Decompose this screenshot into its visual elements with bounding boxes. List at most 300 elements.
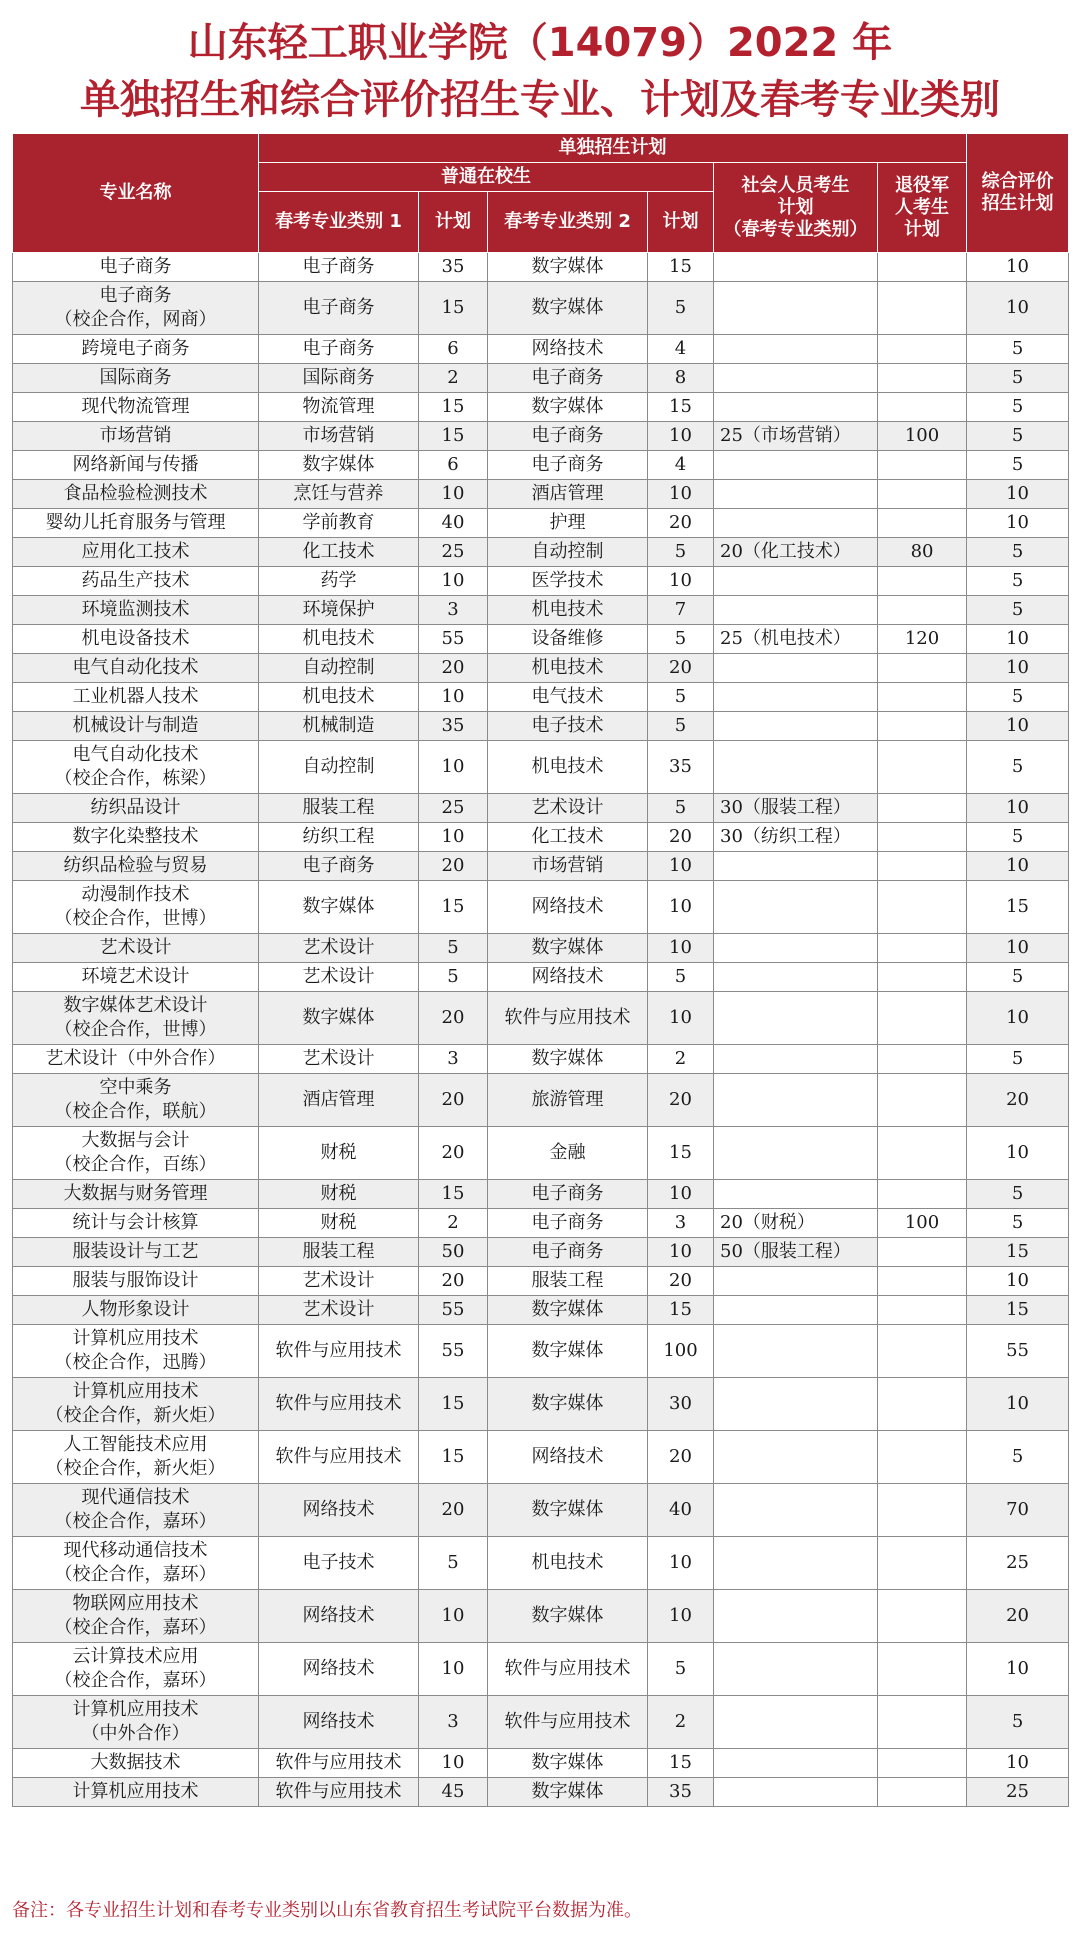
table-row bbox=[13, 1749, 1069, 1778]
cell-veteran-plan bbox=[878, 963, 967, 992]
cell-comprehensive-plan: 5 bbox=[967, 741, 1069, 794]
cell-social-plan bbox=[714, 282, 878, 335]
cell-plan-2: 10 bbox=[648, 934, 714, 963]
cell-plan-2: 4 bbox=[648, 451, 714, 480]
cell-category-2: 电子商务 bbox=[488, 422, 648, 451]
cell-social-plan bbox=[714, 1749, 878, 1778]
cell-veteran-plan bbox=[878, 712, 967, 741]
cell-category-2: 网络技术 bbox=[488, 963, 648, 992]
cell-category-2: 数字媒体 bbox=[488, 393, 648, 422]
cell-major: 现代物流管理 bbox=[13, 393, 259, 422]
cell-plan-1: 20 bbox=[419, 992, 488, 1045]
cell-social-plan: 30（服装工程） bbox=[714, 794, 878, 823]
cell-veteran-plan bbox=[878, 1431, 967, 1484]
cell-category-1: 财税 bbox=[259, 1127, 419, 1180]
table-row bbox=[13, 1590, 1069, 1643]
cell-plan-2: 20 bbox=[648, 1074, 714, 1127]
cell-category-1: 数字媒体 bbox=[259, 881, 419, 934]
cell-social-plan bbox=[714, 1590, 878, 1643]
cell-veteran-plan bbox=[878, 1590, 967, 1643]
cell-social-plan bbox=[714, 253, 878, 282]
cell-plan-1: 5 bbox=[419, 934, 488, 963]
table-row bbox=[13, 1484, 1069, 1537]
cell-social-plan bbox=[714, 1537, 878, 1590]
cell-major: 市场营销 bbox=[13, 422, 259, 451]
cell-category-2: 数字媒体 bbox=[488, 1378, 648, 1431]
cell-veteran-plan bbox=[878, 1537, 967, 1590]
cell-major: 纺织品设计 bbox=[13, 794, 259, 823]
cell-plan-2: 5 bbox=[648, 683, 714, 712]
cell-category-2: 数字媒体 bbox=[488, 1778, 648, 1807]
cell-category-2: 设备维修 bbox=[488, 625, 648, 654]
cell-category-2: 服装工程 bbox=[488, 1267, 648, 1296]
cell-veteran-plan bbox=[878, 654, 967, 683]
cell-plan-1: 55 bbox=[419, 1325, 488, 1378]
cell-comprehensive-plan: 5 bbox=[967, 1431, 1069, 1484]
cell-comprehensive-plan: 5 bbox=[967, 823, 1069, 852]
cell-category-2: 软件与应用技术 bbox=[488, 992, 648, 1045]
cell-social-plan bbox=[714, 1643, 878, 1696]
cell-category-1: 艺术设计 bbox=[259, 963, 419, 992]
table-row bbox=[13, 451, 1069, 480]
cell-plan-1: 15 bbox=[419, 1431, 488, 1484]
cell-plan-1: 25 bbox=[419, 538, 488, 567]
cell-veteran-plan bbox=[878, 794, 967, 823]
cell-major: 婴幼儿托育服务与管理 bbox=[13, 509, 259, 538]
cell-plan-1: 10 bbox=[419, 567, 488, 596]
title-line-1: 山东轻工职业学院（14079）2022 年 bbox=[187, 20, 893, 66]
cell-veteran-plan bbox=[878, 1238, 967, 1267]
cell-plan-1: 3 bbox=[419, 596, 488, 625]
cell-comprehensive-plan: 5 bbox=[967, 393, 1069, 422]
cell-category-1: 机电技术 bbox=[259, 683, 419, 712]
cell-plan-1: 20 bbox=[419, 852, 488, 881]
cell-category-1: 酒店管理 bbox=[259, 1074, 419, 1127]
cell-plan-1: 2 bbox=[419, 364, 488, 393]
cell-major: 环境艺术设计 bbox=[13, 963, 259, 992]
cell-social-plan bbox=[714, 1180, 878, 1209]
cell-category-2: 机电技术 bbox=[488, 596, 648, 625]
cell-comprehensive-plan: 10 bbox=[967, 1643, 1069, 1696]
cell-category-2: 数字媒体 bbox=[488, 253, 648, 282]
cell-social-plan bbox=[714, 1431, 878, 1484]
cell-plan-1: 10 bbox=[419, 823, 488, 852]
cell-comprehensive-plan: 25 bbox=[967, 1778, 1069, 1807]
cell-major: 数字化染整技术 bbox=[13, 823, 259, 852]
cell-plan-1: 50 bbox=[419, 1238, 488, 1267]
cell-veteran-plan bbox=[878, 934, 967, 963]
cell-plan-2: 4 bbox=[648, 335, 714, 364]
cell-veteran-plan: 100 bbox=[878, 1209, 967, 1238]
header-plan-1: 计划 bbox=[419, 192, 488, 253]
table-row bbox=[13, 1696, 1069, 1749]
table-row bbox=[13, 823, 1069, 852]
cell-major: 空中乘务 （校企合作，联航） bbox=[13, 1074, 259, 1127]
cell-veteran-plan bbox=[878, 1643, 967, 1696]
cell-category-2: 电子商务 bbox=[488, 364, 648, 393]
footnote: 备注：各专业招生计划和春考专业类别以山东省教育招生考试院平台数据为准。 bbox=[12, 1900, 642, 1921]
cell-category-2: 艺术设计 bbox=[488, 794, 648, 823]
cell-major: 计算机应用技术 （中外合作） bbox=[13, 1696, 259, 1749]
cell-category-1: 电子商务 bbox=[259, 852, 419, 881]
cell-category-2: 电子商务 bbox=[488, 1180, 648, 1209]
cell-plan-1: 45 bbox=[419, 1778, 488, 1807]
cell-category-1: 网络技术 bbox=[259, 1484, 419, 1537]
cell-social-plan bbox=[714, 364, 878, 393]
cell-social-plan: 25（机电技术） bbox=[714, 625, 878, 654]
cell-plan-1: 10 bbox=[419, 1643, 488, 1696]
table-row bbox=[13, 712, 1069, 741]
cell-plan-2: 20 bbox=[648, 1267, 714, 1296]
cell-veteran-plan bbox=[878, 253, 967, 282]
cell-plan-2: 5 bbox=[648, 282, 714, 335]
cell-category-1: 机械制造 bbox=[259, 712, 419, 741]
cell-major: 物联网应用技术 （校企合作，嘉环） bbox=[13, 1590, 259, 1643]
cell-plan-1: 10 bbox=[419, 1749, 488, 1778]
enrollment-plan-table bbox=[12, 133, 1069, 1807]
cell-major: 国际商务 bbox=[13, 364, 259, 393]
page-title bbox=[0, 18, 1080, 126]
cell-plan-1: 20 bbox=[419, 1074, 488, 1127]
header-regular-students: 普通在校生 bbox=[259, 163, 714, 192]
cell-comprehensive-plan: 5 bbox=[967, 364, 1069, 393]
cell-comprehensive-plan: 10 bbox=[967, 934, 1069, 963]
cell-category-1: 数字媒体 bbox=[259, 451, 419, 480]
cell-comprehensive-plan: 10 bbox=[967, 480, 1069, 509]
cell-comprehensive-plan: 20 bbox=[967, 1074, 1069, 1127]
cell-plan-2: 5 bbox=[648, 963, 714, 992]
cell-plan-1: 35 bbox=[419, 712, 488, 741]
cell-social-plan bbox=[714, 480, 878, 509]
cell-category-2: 网络技术 bbox=[488, 1431, 648, 1484]
cell-category-2: 自动控制 bbox=[488, 538, 648, 567]
cell-category-1: 自动控制 bbox=[259, 741, 419, 794]
cell-veteran-plan bbox=[878, 1127, 967, 1180]
cell-veteran-plan bbox=[878, 1296, 967, 1325]
cell-category-2: 电子技术 bbox=[488, 712, 648, 741]
table-row bbox=[13, 1643, 1069, 1696]
table-row bbox=[13, 422, 1069, 451]
table-row bbox=[13, 509, 1069, 538]
cell-veteran-plan bbox=[878, 567, 967, 596]
cell-major: 数字媒体艺术设计 （校企合作，世博） bbox=[13, 992, 259, 1045]
cell-social-plan bbox=[714, 1074, 878, 1127]
cell-social-plan bbox=[714, 654, 878, 683]
cell-social-plan bbox=[714, 1325, 878, 1378]
cell-category-2: 金融 bbox=[488, 1127, 648, 1180]
table-row bbox=[13, 480, 1069, 509]
cell-social-plan: 50（服装工程） bbox=[714, 1238, 878, 1267]
cell-social-plan bbox=[714, 852, 878, 881]
cell-veteran-plan: 80 bbox=[878, 538, 967, 567]
table-row bbox=[13, 881, 1069, 934]
table-row bbox=[13, 1074, 1069, 1127]
cell-veteran-plan bbox=[878, 741, 967, 794]
title-line-2: 单独招生和综合评价招生专业、计划及春考专业类别 bbox=[80, 77, 1000, 123]
cell-major: 工业机器人技术 bbox=[13, 683, 259, 712]
cell-social-plan bbox=[714, 881, 878, 934]
cell-veteran-plan bbox=[878, 1074, 967, 1127]
cell-category-2: 数字媒体 bbox=[488, 1590, 648, 1643]
table-row bbox=[13, 596, 1069, 625]
cell-category-1: 财税 bbox=[259, 1180, 419, 1209]
cell-major: 大数据与财务管理 bbox=[13, 1180, 259, 1209]
cell-plan-1: 10 bbox=[419, 683, 488, 712]
cell-comprehensive-plan: 5 bbox=[967, 683, 1069, 712]
cell-category-1: 物流管理 bbox=[259, 393, 419, 422]
cell-category-2: 电子商务 bbox=[488, 1238, 648, 1267]
header-plan-2: 计划 bbox=[648, 192, 714, 253]
cell-veteran-plan bbox=[878, 1180, 967, 1209]
cell-category-1: 软件与应用技术 bbox=[259, 1378, 419, 1431]
cell-category-2: 化工技术 bbox=[488, 823, 648, 852]
cell-veteran-plan bbox=[878, 823, 967, 852]
cell-category-1: 机电技术 bbox=[259, 625, 419, 654]
cell-social-plan bbox=[714, 567, 878, 596]
cell-comprehensive-plan: 10 bbox=[967, 253, 1069, 282]
cell-category-1: 电子商务 bbox=[259, 253, 419, 282]
cell-plan-2: 10 bbox=[648, 992, 714, 1045]
cell-veteran-plan bbox=[878, 451, 967, 480]
cell-social-plan: 20（财税） bbox=[714, 1209, 878, 1238]
cell-comprehensive-plan: 5 bbox=[967, 1209, 1069, 1238]
cell-plan-2: 10 bbox=[648, 1537, 714, 1590]
cell-category-2: 机电技术 bbox=[488, 1537, 648, 1590]
cell-social-plan bbox=[714, 1045, 878, 1074]
cell-social-plan bbox=[714, 1484, 878, 1537]
cell-social-plan: 25（市场营销） bbox=[714, 422, 878, 451]
cell-comprehensive-plan: 10 bbox=[967, 992, 1069, 1045]
table-row bbox=[13, 852, 1069, 881]
cell-veteran-plan bbox=[878, 1267, 967, 1296]
cell-major: 环境监测技术 bbox=[13, 596, 259, 625]
cell-social-plan bbox=[714, 393, 878, 422]
cell-category-2: 软件与应用技术 bbox=[488, 1643, 648, 1696]
cell-category-1: 网络技术 bbox=[259, 1643, 419, 1696]
cell-comprehensive-plan: 5 bbox=[967, 963, 1069, 992]
cell-plan-1: 20 bbox=[419, 1484, 488, 1537]
cell-plan-2: 15 bbox=[648, 1127, 714, 1180]
cell-category-1: 艺术设计 bbox=[259, 934, 419, 963]
cell-plan-1: 10 bbox=[419, 741, 488, 794]
table-row bbox=[13, 282, 1069, 335]
cell-category-1: 艺术设计 bbox=[259, 1045, 419, 1074]
table-row bbox=[13, 1778, 1069, 1807]
cell-plan-2: 20 bbox=[648, 654, 714, 683]
cell-comprehensive-plan: 5 bbox=[967, 567, 1069, 596]
cell-major: 应用化工技术 bbox=[13, 538, 259, 567]
cell-plan-1: 15 bbox=[419, 1378, 488, 1431]
cell-category-1: 电子商务 bbox=[259, 282, 419, 335]
cell-comprehensive-plan: 5 bbox=[967, 538, 1069, 567]
cell-veteran-plan bbox=[878, 1378, 967, 1431]
cell-major: 机械设计与制造 bbox=[13, 712, 259, 741]
table-row bbox=[13, 992, 1069, 1045]
table-row bbox=[13, 1378, 1069, 1431]
cell-major: 药品生产技术 bbox=[13, 567, 259, 596]
table-row bbox=[13, 1537, 1069, 1590]
cell-social-plan bbox=[714, 1296, 878, 1325]
cell-plan-2: 100 bbox=[648, 1325, 714, 1378]
cell-plan-1: 55 bbox=[419, 1296, 488, 1325]
cell-veteran-plan bbox=[878, 509, 967, 538]
cell-comprehensive-plan: 10 bbox=[967, 1378, 1069, 1431]
cell-category-1: 软件与应用技术 bbox=[259, 1749, 419, 1778]
cell-veteran-plan bbox=[878, 1045, 967, 1074]
cell-category-2: 电子商务 bbox=[488, 1209, 648, 1238]
cell-category-2: 市场营销 bbox=[488, 852, 648, 881]
cell-category-2: 数字媒体 bbox=[488, 1296, 648, 1325]
cell-plan-2: 10 bbox=[648, 1590, 714, 1643]
cell-plan-1: 40 bbox=[419, 509, 488, 538]
cell-major: 网络新闻与传播 bbox=[13, 451, 259, 480]
cell-plan-2: 15 bbox=[648, 393, 714, 422]
cell-major: 大数据技术 bbox=[13, 1749, 259, 1778]
cell-comprehensive-plan: 5 bbox=[967, 1045, 1069, 1074]
cell-plan-1: 15 bbox=[419, 881, 488, 934]
cell-comprehensive-plan: 10 bbox=[967, 282, 1069, 335]
cell-category-2: 护理 bbox=[488, 509, 648, 538]
cell-veteran-plan bbox=[878, 992, 967, 1045]
cell-category-2: 数字媒体 bbox=[488, 1749, 648, 1778]
cell-category-2: 数字媒体 bbox=[488, 1325, 648, 1378]
cell-veteran-plan bbox=[878, 683, 967, 712]
cell-veteran-plan bbox=[878, 1696, 967, 1749]
cell-major: 艺术设计 bbox=[13, 934, 259, 963]
cell-plan-1: 55 bbox=[419, 625, 488, 654]
cell-plan-2: 10 bbox=[648, 567, 714, 596]
cell-comprehensive-plan: 10 bbox=[967, 1267, 1069, 1296]
cell-category-1: 电子商务 bbox=[259, 335, 419, 364]
cell-major: 服装与服饰设计 bbox=[13, 1267, 259, 1296]
cell-major: 电子商务 （校企合作，网商） bbox=[13, 282, 259, 335]
cell-social-plan: 30（纺织工程） bbox=[714, 823, 878, 852]
cell-category-2: 数字媒体 bbox=[488, 1045, 648, 1074]
cell-plan-2: 35 bbox=[648, 1778, 714, 1807]
cell-comprehensive-plan: 5 bbox=[967, 1180, 1069, 1209]
cell-major: 纺织品检验与贸易 bbox=[13, 852, 259, 881]
cell-plan-2: 7 bbox=[648, 596, 714, 625]
cell-major: 电气自动化技术 bbox=[13, 654, 259, 683]
table-row bbox=[13, 625, 1069, 654]
cell-major: 机电设备技术 bbox=[13, 625, 259, 654]
cell-comprehensive-plan: 15 bbox=[967, 1238, 1069, 1267]
cell-plan-1: 15 bbox=[419, 1180, 488, 1209]
cell-plan-2: 20 bbox=[648, 1431, 714, 1484]
cell-category-2: 机电技术 bbox=[488, 741, 648, 794]
cell-veteran-plan bbox=[878, 1749, 967, 1778]
cell-category-1: 网络技术 bbox=[259, 1696, 419, 1749]
cell-category-1: 服装工程 bbox=[259, 794, 419, 823]
cell-plan-1: 20 bbox=[419, 1267, 488, 1296]
cell-category-1: 环境保护 bbox=[259, 596, 419, 625]
cell-social-plan bbox=[714, 741, 878, 794]
cell-veteran-plan: 100 bbox=[878, 422, 967, 451]
table-row bbox=[13, 393, 1069, 422]
cell-social-plan bbox=[714, 992, 878, 1045]
cell-category-1: 软件与应用技术 bbox=[259, 1778, 419, 1807]
cell-category-2: 数字媒体 bbox=[488, 934, 648, 963]
cell-plan-2: 5 bbox=[648, 712, 714, 741]
cell-major: 云计算技术应用 （校企合作，嘉环） bbox=[13, 1643, 259, 1696]
cell-veteran-plan bbox=[878, 852, 967, 881]
cell-major: 计算机应用技术 bbox=[13, 1778, 259, 1807]
cell-comprehensive-plan: 10 bbox=[967, 794, 1069, 823]
table-row bbox=[13, 1045, 1069, 1074]
cell-plan-2: 2 bbox=[648, 1696, 714, 1749]
table-row bbox=[13, 335, 1069, 364]
cell-plan-2: 10 bbox=[648, 852, 714, 881]
cell-plan-2: 15 bbox=[648, 1296, 714, 1325]
header-comprehensive: 综合评价 招生计划 bbox=[967, 134, 1069, 253]
table-row bbox=[13, 1238, 1069, 1267]
table-row bbox=[13, 253, 1069, 282]
cell-plan-1: 25 bbox=[419, 794, 488, 823]
header-category-2: 春考专业类别 2 bbox=[488, 192, 648, 253]
cell-comprehensive-plan: 20 bbox=[967, 1590, 1069, 1643]
cell-category-2: 网络技术 bbox=[488, 335, 648, 364]
cell-veteran-plan bbox=[878, 1778, 967, 1807]
table-row bbox=[13, 1431, 1069, 1484]
cell-category-2: 酒店管理 bbox=[488, 480, 648, 509]
table-row bbox=[13, 1180, 1069, 1209]
cell-major: 现代移动通信技术 （校企合作，嘉环） bbox=[13, 1537, 259, 1590]
cell-veteran-plan bbox=[878, 282, 967, 335]
cell-category-2: 医学技术 bbox=[488, 567, 648, 596]
cell-social-plan bbox=[714, 1696, 878, 1749]
cell-category-1: 学前教育 bbox=[259, 509, 419, 538]
cell-category-2: 机电技术 bbox=[488, 654, 648, 683]
cell-category-1: 财税 bbox=[259, 1209, 419, 1238]
cell-plan-2: 10 bbox=[648, 881, 714, 934]
header-social: 社会人员考生 计划 （春考专业类别） bbox=[714, 163, 878, 253]
cell-category-1: 服装工程 bbox=[259, 1238, 419, 1267]
cell-comprehensive-plan: 10 bbox=[967, 1749, 1069, 1778]
cell-plan-2: 20 bbox=[648, 509, 714, 538]
cell-plan-1: 35 bbox=[419, 253, 488, 282]
cell-plan-2: 5 bbox=[648, 538, 714, 567]
cell-plan-1: 15 bbox=[419, 393, 488, 422]
cell-comprehensive-plan: 5 bbox=[967, 1696, 1069, 1749]
cell-comprehensive-plan: 5 bbox=[967, 451, 1069, 480]
cell-social-plan bbox=[714, 1778, 878, 1807]
cell-category-1: 自动控制 bbox=[259, 654, 419, 683]
cell-category-1: 电子技术 bbox=[259, 1537, 419, 1590]
cell-plan-1: 10 bbox=[419, 480, 488, 509]
cell-comprehensive-plan: 10 bbox=[967, 712, 1069, 741]
cell-major: 人工智能技术应用 （校企合作，新火炬） bbox=[13, 1431, 259, 1484]
cell-plan-2: 5 bbox=[648, 794, 714, 823]
cell-comprehensive-plan: 10 bbox=[967, 852, 1069, 881]
table-row bbox=[13, 1127, 1069, 1180]
cell-major: 电气自动化技术 （校企合作，栋梁） bbox=[13, 741, 259, 794]
cell-major: 人物形象设计 bbox=[13, 1296, 259, 1325]
table-row bbox=[13, 683, 1069, 712]
cell-plan-1: 10 bbox=[419, 1590, 488, 1643]
cell-comprehensive-plan: 15 bbox=[967, 881, 1069, 934]
cell-plan-2: 2 bbox=[648, 1045, 714, 1074]
cell-plan-1: 5 bbox=[419, 963, 488, 992]
cell-social-plan bbox=[714, 509, 878, 538]
cell-category-1: 纺织工程 bbox=[259, 823, 419, 852]
cell-category-2: 旅游管理 bbox=[488, 1074, 648, 1127]
cell-plan-1: 2 bbox=[419, 1209, 488, 1238]
header-veteran: 退役军 人考生 计划 bbox=[878, 163, 967, 253]
cell-veteran-plan bbox=[878, 881, 967, 934]
cell-plan-2: 5 bbox=[648, 1643, 714, 1696]
cell-major: 大数据与会计 （校企合作，百练） bbox=[13, 1127, 259, 1180]
cell-category-1: 软件与应用技术 bbox=[259, 1431, 419, 1484]
